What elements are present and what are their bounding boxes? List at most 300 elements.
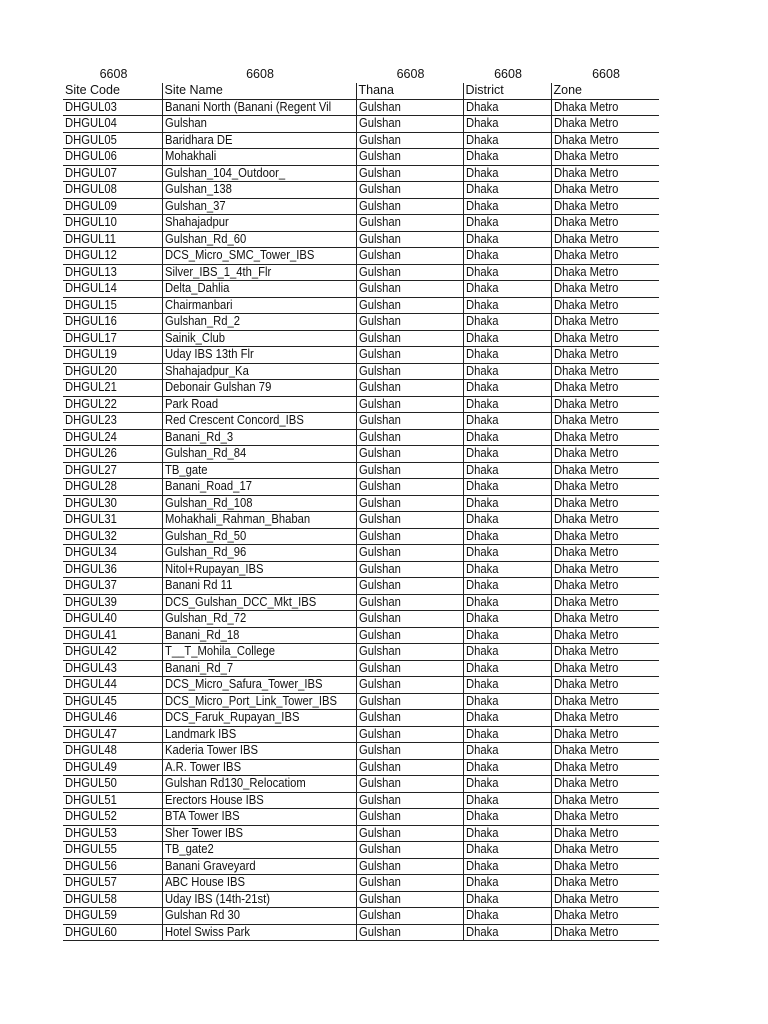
zone-cell <box>551 479 659 496</box>
site-code-text: DHGUL14 <box>65 281 117 295</box>
thana-cell <box>356 165 463 182</box>
column-number: 6608 <box>494 67 522 81</box>
site-name-text: Banani Graveyard <box>164 858 256 873</box>
site-name-cell <box>162 710 356 727</box>
site-code-cell <box>63 330 162 347</box>
zone-text: Dhaka Metro <box>553 644 618 658</box>
table-row <box>63 231 659 248</box>
thana-cell <box>356 314 463 331</box>
thana-text: Gulshan <box>358 314 401 328</box>
thana-text: Gulshan <box>358 528 401 543</box>
site-name-text: DCS_Gulshan_DCC_Mkt_IBS <box>164 594 316 609</box>
site-name-cell <box>162 314 356 331</box>
thana-cell <box>356 413 463 430</box>
district-text: Dhaka <box>465 314 499 328</box>
district-text: Dhaka <box>465 149 499 163</box>
table-row <box>63 363 659 380</box>
district-cell <box>463 924 551 941</box>
site-name-cell <box>162 198 356 215</box>
zone-text: Dhaka Metro <box>553 627 618 642</box>
zone-text: Dhaka Metro <box>553 231 618 246</box>
site-name-cell <box>162 825 356 842</box>
zone-cell <box>551 809 659 826</box>
thana-text: Gulshan <box>358 479 401 493</box>
site-code-text: DHGUL56 <box>65 858 117 873</box>
thana-cell <box>356 281 463 298</box>
district-cell <box>463 759 551 776</box>
district-text: Dhaka <box>465 710 499 724</box>
zone-text: Dhaka Metro <box>553 875 618 889</box>
site-code-cell <box>63 413 162 430</box>
site-name-text: Sher Tower IBS <box>164 825 243 840</box>
site-name-text: Banani_Rd_7 <box>164 660 233 675</box>
site-code-cell <box>63 297 162 314</box>
thana-cell <box>356 594 463 611</box>
site-name-text: Banani North (Banani (Regent Vil <box>164 99 331 114</box>
table-row <box>63 314 659 331</box>
district-cell <box>463 858 551 875</box>
district-cell <box>463 693 551 710</box>
thana-text: Gulshan <box>358 611 401 625</box>
district-cell <box>463 446 551 463</box>
thana-text: Gulshan <box>358 99 401 114</box>
site-name-cell <box>162 743 356 760</box>
site-name-cell <box>162 858 356 875</box>
site-code-text: DHGUL53 <box>65 825 117 840</box>
thana-text: Gulshan <box>358 182 401 196</box>
thana-cell <box>356 462 463 479</box>
zone-text: Dhaka Metro <box>553 462 618 477</box>
table-row <box>63 924 659 941</box>
district-text: Dhaka <box>465 693 499 708</box>
site-code-cell <box>63 858 162 875</box>
site-code-text: DHGUL16 <box>65 314 117 328</box>
thana-cell <box>356 512 463 529</box>
site-code-cell <box>63 99 162 116</box>
zone-text: Dhaka Metro <box>553 396 618 411</box>
district-cell <box>463 198 551 215</box>
site-name-text: Gulshan_Rd_72 <box>164 611 246 625</box>
thana-text: Gulshan <box>358 891 401 906</box>
site-name-text: Baridhara DE <box>164 132 233 147</box>
site-name-cell <box>162 165 356 182</box>
site-name-cell <box>162 363 356 380</box>
site-name-text: DCS_Faruk_Rupayan_IBS <box>164 710 299 724</box>
site-code-cell <box>63 132 162 149</box>
site-code-cell <box>63 594 162 611</box>
site-name-text: Mohakhali <box>164 149 216 163</box>
zone-cell <box>551 165 659 182</box>
district-text: Dhaka <box>465 726 499 741</box>
header-zone: Zone <box>551 83 659 99</box>
zone-text: Dhaka Metro <box>553 660 618 675</box>
zone-text: Dhaka Metro <box>553 858 618 873</box>
thana-text: Gulshan <box>358 297 401 312</box>
table-row <box>63 495 659 512</box>
district-cell <box>463 413 551 430</box>
table-row <box>63 660 659 677</box>
district-text: Dhaka <box>465 429 499 444</box>
table-row <box>63 891 659 908</box>
site-code-text: DHGUL27 <box>65 462 117 477</box>
site-code-text: DHGUL24 <box>65 429 117 444</box>
district-cell <box>463 594 551 611</box>
table-row <box>63 561 659 578</box>
column-number: 6608 <box>592 67 620 81</box>
site-name-text: Silver_IBS_1_4th_Flr <box>164 264 271 279</box>
site-name-cell <box>162 248 356 265</box>
site-code-cell <box>63 231 162 248</box>
thana-cell <box>356 495 463 512</box>
thana-text: Gulshan <box>358 908 401 922</box>
district-text: Dhaka <box>465 842 499 856</box>
site-name-cell <box>162 924 356 941</box>
zone-cell <box>551 495 659 512</box>
table-row <box>63 627 659 644</box>
zone-text: Dhaka Metro <box>553 330 618 345</box>
thana-cell <box>356 743 463 760</box>
site-table-sheet <box>63 66 659 941</box>
zone-text: Dhaka Metro <box>553 495 618 510</box>
site-name-text: Gulshan_104_Outdoor_ <box>164 165 285 180</box>
site-code-cell <box>63 347 162 364</box>
thana-cell <box>356 627 463 644</box>
zone-cell <box>551 908 659 925</box>
thana-text: Gulshan <box>358 380 401 394</box>
header-site-name: Site Name <box>162 83 356 99</box>
header-thana: Thana <box>356 83 463 99</box>
zone-cell <box>551 264 659 281</box>
site-name-cell <box>162 446 356 463</box>
zone-cell <box>551 924 659 941</box>
district-cell <box>463 264 551 281</box>
district-cell <box>463 644 551 661</box>
zone-cell <box>551 858 659 875</box>
thana-text: Gulshan <box>358 396 401 411</box>
thana-cell <box>356 809 463 826</box>
district-text: Dhaka <box>465 347 499 361</box>
site-name-text: Mohakhali_Rahman_Bhaban <box>164 512 310 526</box>
site-code-text: DHGUL51 <box>65 792 117 807</box>
zone-text: Dhaka Metro <box>553 198 618 213</box>
site-code-text: DHGUL45 <box>65 693 117 708</box>
thana-text: Gulshan <box>358 132 401 147</box>
table-row <box>63 347 659 364</box>
district-text: Dhaka <box>465 512 499 526</box>
thana-text: Gulshan <box>358 561 401 576</box>
zone-cell <box>551 891 659 908</box>
site-name-cell <box>162 677 356 694</box>
site-name-cell <box>162 116 356 133</box>
thana-cell <box>356 231 463 248</box>
site-code-cell <box>63 578 162 595</box>
district-cell <box>463 710 551 727</box>
site-code-cell <box>63 677 162 694</box>
zone-text: Dhaka Metro <box>553 924 618 939</box>
district-cell <box>463 578 551 595</box>
district-cell <box>463 99 551 116</box>
zone-cell <box>551 578 659 595</box>
site-name-cell <box>162 182 356 199</box>
site-code-text: DHGUL44 <box>65 677 117 691</box>
district-cell <box>463 479 551 496</box>
site-table <box>63 66 659 941</box>
site-code-cell <box>63 891 162 908</box>
district-text: Dhaka <box>465 116 499 130</box>
table-row <box>63 809 659 826</box>
site-name-text: Gulshan_Rd_2 <box>164 314 240 328</box>
zone-text: Dhaka Metro <box>553 429 618 444</box>
site-code-text: DHGUL11 <box>65 231 117 246</box>
zone-cell <box>551 380 659 397</box>
site-name-text: Banani_Rd_18 <box>164 627 239 642</box>
table-row <box>63 512 659 529</box>
thana-text: Gulshan <box>358 644 401 658</box>
site-code-text: DHGUL34 <box>65 545 117 559</box>
thana-cell <box>356 924 463 941</box>
district-text: Dhaka <box>465 611 499 625</box>
zone-cell <box>551 297 659 314</box>
zone-text: Dhaka Metro <box>553 182 618 196</box>
zone-text: Dhaka Metro <box>553 165 618 180</box>
zone-text: Dhaka Metro <box>553 132 618 147</box>
thana-text: Gulshan <box>358 842 401 856</box>
thana-cell <box>356 561 463 578</box>
thana-cell <box>356 578 463 595</box>
site-name-text: Chairmanbari <box>164 297 233 312</box>
district-text: Dhaka <box>465 809 499 823</box>
site-code-cell <box>63 479 162 496</box>
district-text: Dhaka <box>465 891 499 906</box>
zone-cell <box>551 363 659 380</box>
site-name-cell <box>162 726 356 743</box>
district-text: Dhaka <box>465 528 499 543</box>
zone-text: Dhaka Metro <box>553 380 618 394</box>
thana-cell <box>356 264 463 281</box>
site-name-text: Gulshan_37 <box>164 198 226 213</box>
site-code-text: DHGUL37 <box>65 578 117 592</box>
site-name-text: Uday IBS (14th-21st) <box>164 891 270 906</box>
thana-cell <box>356 858 463 875</box>
site-code-text: DHGUL08 <box>65 182 117 196</box>
site-code-text: DHGUL06 <box>65 149 117 163</box>
thana-text: Gulshan <box>358 495 401 510</box>
site-code-cell <box>63 165 162 182</box>
site-code-cell <box>63 743 162 760</box>
thana-cell <box>356 660 463 677</box>
thana-text: Gulshan <box>358 693 401 708</box>
header-site-code: Site Code <box>63 83 162 99</box>
site-code-cell <box>63 462 162 479</box>
site-code-cell <box>63 710 162 727</box>
table-body <box>63 99 659 941</box>
district-text: Dhaka <box>465 380 499 394</box>
site-code-text: DHGUL26 <box>65 446 117 460</box>
site-name-cell <box>162 578 356 595</box>
table-row <box>63 446 659 463</box>
site-code-text: DHGUL55 <box>65 842 117 856</box>
thana-text: Gulshan <box>358 743 401 757</box>
zone-cell <box>551 231 659 248</box>
site-name-text: Banani_Road_17 <box>164 479 252 493</box>
district-text: Dhaka <box>465 561 499 576</box>
site-code-text: DHGUL59 <box>65 908 117 922</box>
table-row <box>63 825 659 842</box>
site-name-text: Sainik_Club <box>164 330 225 345</box>
site-name-text: Shahajadpur_Ka <box>164 363 249 378</box>
district-text: Dhaka <box>465 264 499 279</box>
thana-text: Gulshan <box>358 264 401 279</box>
site-name-cell <box>162 149 356 166</box>
thana-cell <box>356 644 463 661</box>
zone-text: Dhaka Metro <box>553 809 618 823</box>
table-row <box>63 710 659 727</box>
zone-cell <box>551 776 659 793</box>
zone-text: Dhaka Metro <box>553 99 618 114</box>
site-code-text: DHGUL04 <box>65 116 117 130</box>
site-code-text: DHGUL20 <box>65 363 117 378</box>
thana-cell <box>356 677 463 694</box>
site-name-cell <box>162 891 356 908</box>
site-code-cell <box>63 528 162 545</box>
site-name-cell <box>162 842 356 859</box>
site-code-cell <box>63 314 162 331</box>
zone-cell <box>551 825 659 842</box>
table-row <box>63 759 659 776</box>
site-name-cell <box>162 330 356 347</box>
thana-cell <box>356 363 463 380</box>
thana-cell <box>356 248 463 265</box>
table-row <box>63 792 659 809</box>
site-code-text: DHGUL42 <box>65 644 117 658</box>
thana-cell <box>356 396 463 413</box>
zone-text: Dhaka Metro <box>553 215 618 229</box>
zone-cell <box>551 248 659 265</box>
thana-text: Gulshan <box>358 710 401 724</box>
zone-text: Dhaka Metro <box>553 726 618 741</box>
district-text: Dhaka <box>465 825 499 840</box>
column-number: 6608 <box>246 67 274 81</box>
district-text: Dhaka <box>465 660 499 675</box>
thana-cell <box>356 776 463 793</box>
district-cell <box>463 297 551 314</box>
zone-text: Dhaka Metro <box>553 710 618 724</box>
district-text: Dhaka <box>465 231 499 246</box>
table-row <box>63 182 659 199</box>
district-cell <box>463 116 551 133</box>
thana-text: Gulshan <box>358 198 401 213</box>
table-row <box>63 594 659 611</box>
district-text: Dhaka <box>465 578 499 592</box>
site-name-text: DCS_Micro_SMC_Tower_IBS <box>164 248 314 262</box>
zone-cell <box>551 545 659 562</box>
thana-cell <box>356 528 463 545</box>
zone-cell <box>551 512 659 529</box>
site-name-cell <box>162 561 356 578</box>
thana-cell <box>356 875 463 892</box>
site-name-cell <box>162 429 356 446</box>
site-code-cell <box>63 726 162 743</box>
site-name-cell <box>162 875 356 892</box>
district-text: Dhaka <box>465 215 499 229</box>
site-name-cell <box>162 809 356 826</box>
zone-cell <box>551 561 659 578</box>
zone-text: Dhaka Metro <box>553 347 618 361</box>
district-cell <box>463 660 551 677</box>
site-name-cell <box>162 908 356 925</box>
site-name-text: Gulshan_Rd_60 <box>164 231 246 246</box>
district-cell <box>463 611 551 628</box>
thana-text: Gulshan <box>358 825 401 840</box>
zone-cell <box>551 792 659 809</box>
district-text: Dhaka <box>465 330 499 345</box>
district-cell <box>463 396 551 413</box>
site-code-text: DHGUL22 <box>65 396 117 411</box>
thana-text: Gulshan <box>358 809 401 823</box>
table-row <box>63 330 659 347</box>
site-code-text: DHGUL30 <box>65 495 117 510</box>
thana-cell <box>356 380 463 397</box>
site-name-cell <box>162 660 356 677</box>
site-code-cell <box>63 809 162 826</box>
thana-text: Gulshan <box>358 165 401 180</box>
district-cell <box>463 314 551 331</box>
thana-cell <box>356 347 463 364</box>
district-text: Dhaka <box>465 627 499 642</box>
zone-text: Dhaka Metro <box>553 314 618 328</box>
district-text: Dhaka <box>465 644 499 658</box>
site-name-cell <box>162 545 356 562</box>
zone-text: Dhaka Metro <box>553 264 618 279</box>
table-row <box>63 578 659 595</box>
site-name-cell <box>162 413 356 430</box>
district-cell <box>463 528 551 545</box>
site-name-text: Red Crescent Concord_IBS <box>164 413 304 427</box>
site-name-cell <box>162 215 356 232</box>
site-name-text: Gulshan_Rd_50 <box>164 528 246 543</box>
column-number: 6608 <box>99 67 128 81</box>
zone-cell <box>551 198 659 215</box>
table-row <box>63 611 659 628</box>
district-text: Dhaka <box>465 677 499 691</box>
site-name-text: Shahajadpur <box>164 215 229 229</box>
site-code-cell <box>63 380 162 397</box>
district-cell <box>463 248 551 265</box>
site-name-cell <box>162 231 356 248</box>
zone-text: Dhaka Metro <box>553 677 618 691</box>
site-name-text: DCS_Micro_Port_Link_Tower_IBS <box>164 693 337 708</box>
district-text: Dhaka <box>465 924 499 939</box>
site-name-cell <box>162 693 356 710</box>
zone-text: Dhaka Metro <box>553 149 618 163</box>
thana-text: Gulshan <box>358 726 401 741</box>
thana-cell <box>356 908 463 925</box>
zone-text: Dhaka Metro <box>553 825 618 840</box>
zone-text: Dhaka Metro <box>553 446 618 460</box>
site-name-cell <box>162 611 356 628</box>
thana-cell <box>356 182 463 199</box>
header-row <box>63 83 659 99</box>
district-text: Dhaka <box>465 413 499 427</box>
thana-cell <box>356 99 463 116</box>
site-code-cell <box>63 363 162 380</box>
district-cell <box>463 792 551 809</box>
district-cell <box>463 495 551 512</box>
site-code-text: DHGUL39 <box>65 594 117 609</box>
table-row <box>63 726 659 743</box>
thana-text: Gulshan <box>358 858 401 873</box>
site-name-text: TB_gate2 <box>164 842 214 856</box>
